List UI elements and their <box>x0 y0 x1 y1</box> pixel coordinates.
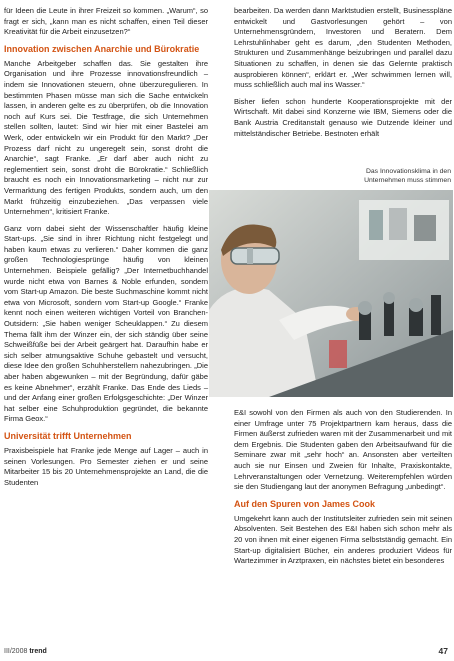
subheading: Innovation zwischen Anarchie und Bürokratie <box>4 43 200 54</box>
right-top-column <box>234 6 452 145</box>
issue-label: III/2008 <box>4 648 28 655</box>
photo-caption: Das Innovationsklima in den Unternehmen muss stimmen <box>364 168 451 184</box>
footer <box>4 648 47 655</box>
lab-photo-illustration <box>209 190 453 397</box>
paragraph: Ganz vorn dabei sieht der Wissenschaftler häufig kleine Start-ups. „Sie sind in ihrer Richtung nicht festgelegt und haben kaum etwas zu verlieren.“ Daher kommen die ganz großen Technologiesprünge häufig von kleinen Unternehmen. Beispiele gefällig? „Der Internetbuchhandel wurde nicht etwa von Barnes & Noble erfunden, sondern vom Start-up Amazon. Die beste Suchmaschine kommt nicht etwa von Microsoft, sondern vom Start-up Google.“ Franke kennt noch einen weiteren wichtigen Vorteil von Branchen-Outsidern: „Sie haben weniger Scheuklappen.“ Zu diesem Thema fällt ihm der Winzer ein, der sich ständig über seine Schweißfüße bei der Arbeit geärgert hat. Daraufhin habe er sich selber atmungsaktive Schuhe gebastelt und versucht, diese Idee den großen Schuhherstellern nahezubringen. „Die aber haben abgewunken – mit der Begründung, dafür gäbe es keine Abnehmer“, erzählt Franke. Das Ende des Lieds – und der Anfang einer großen Erfolgsgeschichte: „Der Winzer hat selber eine Schuhproduktion gegründet, die bekannte Firma Geox.“ <box>4 223 208 424</box>
subheading: Auf den Spuren von James Cook <box>234 498 376 509</box>
paragraph: E&I sowohl von den Firmen als auch von den Studierenden. In einer Umfrage unter 75 Projektpartnern kam heraus, dass die Firmen äußerst zufrieden waren mit der Zusammenarbeit und mit dem Ergebnis. Die Studenten gaben den Arbeitsaufwand für die Seminare zwar mit „sehr hoch“ an. Ansonsten aber verteilten auch sie nur Einsen und Zweien für Inhalte, Praxiskontakte, Lehrveranstaltungen oder Vernetzung. Weiterempfehlen würden sie den Studiengang laut der anonymen Befragung „unbedingt“. <box>234 408 452 492</box>
paragraph: Umgekehrt kann auch der Institutsleiter zufrieden sein mit seinen Absolventen. Seit Bestehen des E&I haben sich schon mehr als 20 von ihnen mit einer eigenen Firma selbstständig gemacht. Ein Start-up digitalisiert Bücher, ein anderes produziert Videos für Wartezimmer in Arztpraxen, ein nächstes bietet ein besonderes <box>234 513 452 566</box>
brand-logo: trend <box>29 648 47 655</box>
subheading: Universität trifft Unternehmen <box>4 430 132 441</box>
paragraph: für Ideen die Leute in ihrer Freizeit so kommen. „Warum“, so fragt er sich, „kann man es nicht schaffen, einen Teil dieser Kreativität für die Arbeit einzusetzen?“ <box>4 6 208 37</box>
left-column <box>4 6 208 494</box>
paragraph: bearbeiten. Da werden dann Marktstudien erstellt, Businesspläne entwickelt und Gastvorlesungen gehört – von Unternehmensgründern, Investoren und Beratern. Dem Lehrstuhlinhaber geht es darum, „den Studenten Methoden, Strukturen und Zusammenhänge beizubringen und parallel dazu Situationen zu schaffen, in denen sie das Gelernte praktisch ausprobieren können“, erklärt er. „Wer schwimmen lernen will, muss schließlich auch mal ins Wasser.“ <box>234 6 452 90</box>
lab-photo <box>209 190 453 397</box>
right-bottom-column <box>234 408 452 573</box>
paragraph: Bisher liefen schon hunderte Kooperationsprojekte mit der Wirtschaft. Mit dabei sind Konzerne wie IBM, Siemens oder die Bank Austria Creditanstalt genauso wie Dutzende kleiner und mittelständischer Betriebe. Bestnoten erhält <box>234 96 452 138</box>
paragraph: Manche Arbeitgeber schaffen das. Sie gestalten ihre Organisation und ihre Prozesse innovationsfreundlich – indem sie Innovationen steuern, ohne überzuregulieren. In bestimmten Phasen müsse man sich die Sache entwickeln lassen, in anderen gelte es zu überprüfen, ob die Innovation noch auf Kurs sei. Die Testfrage, die sich Unternehmen stellen sollten, lautet: Sind wir hier mit einer Bastelei am Werk, oder entwickeln wir ein Produkt für den Markt? „Der Prozess darf nicht zu ungeregelt sein, sonst droht die Anarchie“, sagt Franke. „Er darf aber auch nicht zu reglementiert sein, sonst droht die Bürokratie.“ Schließlich braucht es noch ein Innovationsmarketing – nicht nur zur Vermarktung des fertigen Produkts, sondern auch, um den Markt frühzeitig einzubeziehen. „Das verpassen viele Unternehmen“, kritisiert Franke. <box>4 58 208 217</box>
paragraph: Praxisbeispiele hat Franke jede Menge auf Lager – auch in seinen Vorlesungen. Pro Semester ziehen er und seine Mitarbeiter 15 bis 20 Unternehmensprojekte an Land, die die Studenten <box>4 445 208 487</box>
page-number: 47 <box>438 646 448 656</box>
